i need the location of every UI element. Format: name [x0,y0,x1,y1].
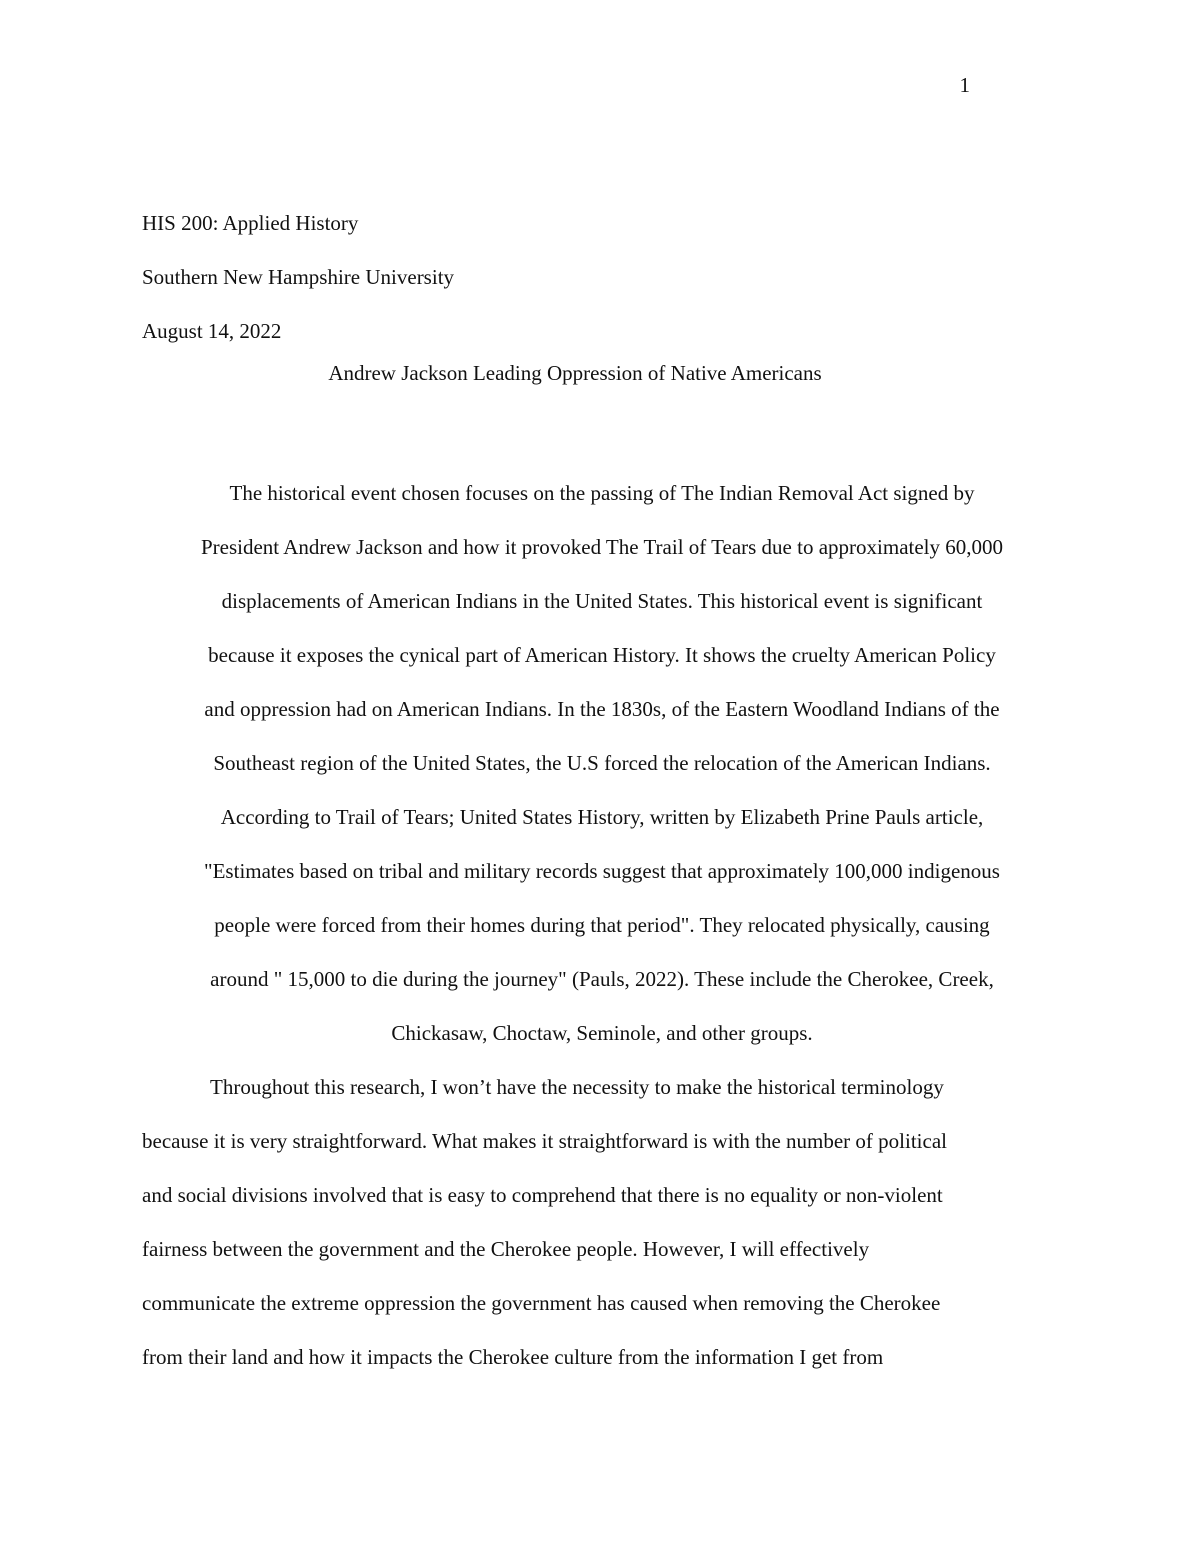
paragraph-line: from their land and how it impacts the Cherokee culture from the information I get from [142,1345,884,1369]
paragraph-line: The historical event chosen focuses on the passing of The Indian Removal Act signed by [229,481,975,505]
paragraph-line: because it is very straightforward. What makes it straightforward is with the number of political [142,1129,947,1153]
paragraph-line: President Andrew Jackson and how it provoked The Trail of Tears due to approximately 60,000 [200,535,1004,559]
paragraph-line: fairness between the government and the Cherokee people. However, I will effectively [142,1237,870,1261]
document-body [142,466,1062,1384]
paragraph-line: because it exposes the cynical part of American History. It shows the cruelty American Policy [208,643,996,667]
paragraph-line: and social divisions involved that is easy to comprehend that there is no equality or non-violent [142,1183,943,1207]
paragraph-line: Chickasaw, Choctaw, Seminole, and other groups. [391,1021,813,1045]
paragraph-line: around " 15,000 to die during the journey" (Pauls, 2022). These include the Cherokee, Creek, [210,967,994,991]
page-number: 1 [959,73,970,97]
paragraph-line: Throughout this research, I won’t have the necessity to make the historical terminology [210,1075,944,1099]
date-line: August 14, 2022 [142,319,282,343]
paragraph-line: According to Trail of Tears; United States History, written by Elizabeth Prine Pauls article, [220,805,984,829]
paragraph-line: and oppression had on American Indians. In the 1830s, of the Eastern Woodland Indians of the [204,697,1000,721]
institution-line: Southern New Hampshire University [142,265,455,289]
paragraph-line: people were forced from their homes during that period". They relocated physically, causing [214,913,990,937]
course-line: HIS 200: Applied History [142,211,359,235]
paragraph-line: communicate the extreme oppression the government has caused when removing the Cherokee [142,1291,941,1315]
paragraph-1 [142,466,1062,1060]
paragraph-line: Southeast region of the United States, the U.S forced the relocation of the American Indians. [213,751,991,775]
paragraph-line: displacements of American Indians in the United States. This historical event is significant [221,589,983,613]
paragraph-line: "Estimates based on tribal and military records suggest that approximately 100,000 indigenous [204,859,1000,883]
heading-block [142,196,1062,358]
paragraph-2 [142,1060,1062,1384]
document-title: Andrew Jackson Leading Oppression of Native Americans [328,361,822,385]
